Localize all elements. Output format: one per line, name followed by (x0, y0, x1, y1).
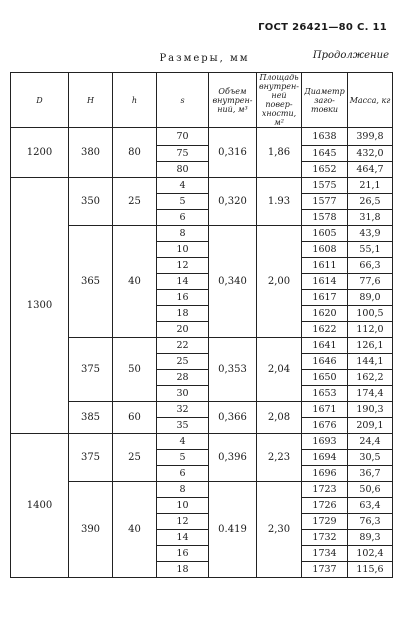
cell-s: 12 (157, 514, 209, 530)
cell-mass: 36,7 (348, 466, 393, 482)
cell-h-lower: 25 (113, 178, 157, 226)
cell-s: 18 (157, 306, 209, 322)
cell-s: 5 (157, 194, 209, 210)
cell-s: 20 (157, 322, 209, 338)
cell-s: 18 (157, 562, 209, 578)
table-row (11, 178, 393, 194)
table-caption: Размеры, мм (159, 53, 250, 64)
cell-diameter: 1676 (302, 418, 348, 434)
col-header: Масса, кг (348, 73, 393, 128)
cell-diameter: 1578 (302, 210, 348, 226)
cell-volume: 0,316 (209, 128, 257, 178)
cell-h-upper: 385 (69, 402, 113, 434)
cell-diameter: 1620 (302, 306, 348, 322)
cell-mass: 89,0 (348, 290, 393, 306)
cell-volume: 0.419 (209, 482, 257, 578)
cell-s: 6 (157, 210, 209, 226)
cell-diameter: 1693 (302, 434, 348, 450)
cell-mass: 26,5 (348, 194, 393, 210)
cell-mass: 115,6 (348, 562, 393, 578)
col-header: h (113, 73, 157, 128)
cell-s: 12 (157, 258, 209, 274)
col-header: Диаметр заго-товки (302, 73, 348, 128)
cell-area: 2,08 (257, 402, 302, 434)
cell-diameter: 1577 (302, 194, 348, 210)
table-row (11, 434, 393, 450)
cell-diameter: 1726 (302, 498, 348, 514)
col-header: H (69, 73, 113, 128)
col-header: Объем внутрен-ний, м³ (209, 73, 257, 128)
dimensions-table (10, 72, 393, 578)
cell-volume: 0,353 (209, 338, 257, 402)
cell-s: 14 (157, 530, 209, 546)
cell-diameter: 1622 (302, 322, 348, 338)
cell-diameter: 1608 (302, 242, 348, 258)
cell-diameter: 1617 (302, 290, 348, 306)
table-row (11, 338, 393, 354)
cell-diameter: 1696 (302, 466, 348, 482)
cell-s: 10 (157, 498, 209, 514)
cell-mass: 209,1 (348, 418, 393, 434)
cell-s: 16 (157, 290, 209, 306)
cell-diameter: 1734 (302, 546, 348, 562)
cell-mass: 31,8 (348, 210, 393, 226)
cell-diameter: 1646 (302, 354, 348, 370)
cell-h-upper: 380 (69, 128, 113, 178)
cell-h-upper: 390 (69, 482, 113, 578)
cell-s: 10 (157, 242, 209, 258)
cell-s: 70 (157, 128, 209, 146)
cell-h-lower: 40 (113, 482, 157, 578)
cell-s: 32 (157, 402, 209, 418)
cell-area: 2,23 (257, 434, 302, 482)
cell-h-upper: 375 (69, 434, 113, 482)
cell-mass: 112,0 (348, 322, 393, 338)
cell-diameter: 1652 (302, 162, 348, 178)
cell-mass: 50,6 (348, 482, 393, 498)
cell-diameter: 1611 (302, 258, 348, 274)
table-body (11, 128, 393, 578)
cell-h-lower: 80 (113, 128, 157, 178)
cell-mass: 100,5 (348, 306, 393, 322)
cell-mass: 77,6 (348, 274, 393, 290)
table-row (11, 226, 393, 242)
cell-mass: 76,3 (348, 514, 393, 530)
col-header: D (11, 73, 69, 128)
cell-h-upper: 365 (69, 226, 113, 338)
cell-volume: 0,320 (209, 178, 257, 226)
cell-d: 1200 (11, 128, 69, 178)
col-header: s (157, 73, 209, 128)
cell-mass: 464,7 (348, 162, 393, 178)
col-header: Площадь внутрен-ней повер-хности, м² (257, 73, 302, 128)
cell-diameter: 1575 (302, 178, 348, 194)
cell-diameter: 1694 (302, 450, 348, 466)
table-row (11, 482, 393, 498)
cell-area: 1.93 (257, 178, 302, 226)
cell-s: 35 (157, 418, 209, 434)
cell-mass: 190,3 (348, 402, 393, 418)
cell-diameter: 1605 (302, 226, 348, 242)
cell-diameter: 1671 (302, 402, 348, 418)
cell-h-lower: 40 (113, 226, 157, 338)
cell-h-lower: 25 (113, 434, 157, 482)
cell-s: 80 (157, 162, 209, 178)
cell-s: 25 (157, 354, 209, 370)
cell-mass: 102,4 (348, 546, 393, 562)
cell-mass: 30,5 (348, 450, 393, 466)
cell-mass: 126,1 (348, 338, 393, 354)
cell-diameter: 1614 (302, 274, 348, 290)
cell-mass: 144,1 (348, 354, 393, 370)
cell-mass: 55,1 (348, 242, 393, 258)
cell-s: 14 (157, 274, 209, 290)
cell-s: 4 (157, 178, 209, 194)
cell-d: 1400 (11, 434, 69, 578)
cell-volume: 0,366 (209, 402, 257, 434)
table-row (11, 402, 393, 418)
cell-d: 1300 (11, 178, 69, 434)
cell-diameter: 1641 (302, 338, 348, 354)
cell-s: 4 (157, 434, 209, 450)
cell-mass: 399,8 (348, 128, 393, 146)
page-header: ГОСТ 26421—80 С. 11 (258, 22, 387, 33)
cell-area: 2,04 (257, 338, 302, 402)
cell-area: 1,86 (257, 128, 302, 178)
cell-s: 16 (157, 546, 209, 562)
cell-s: 6 (157, 466, 209, 482)
cell-mass: 89,3 (348, 530, 393, 546)
cell-diameter: 1638 (302, 128, 348, 146)
cell-diameter: 1645 (302, 146, 348, 162)
cell-diameter: 1650 (302, 370, 348, 386)
cell-s: 30 (157, 386, 209, 402)
cell-diameter: 1729 (302, 514, 348, 530)
cell-h-upper: 375 (69, 338, 113, 402)
table-row (11, 128, 393, 146)
cell-area: 2,00 (257, 226, 302, 338)
cell-s: 22 (157, 338, 209, 354)
cell-mass: 63,4 (348, 498, 393, 514)
cell-mass: 174,4 (348, 386, 393, 402)
cell-h-upper: 350 (69, 178, 113, 226)
cell-area: 2,30 (257, 482, 302, 578)
cell-diameter: 1732 (302, 530, 348, 546)
cell-volume: 0,396 (209, 434, 257, 482)
cell-mass: 24,4 (348, 434, 393, 450)
header-row (11, 73, 393, 128)
continuation-label: Продолжение (312, 50, 389, 61)
cell-s: 28 (157, 370, 209, 386)
cell-s: 8 (157, 482, 209, 498)
cell-mass: 43,9 (348, 226, 393, 242)
cell-s: 8 (157, 226, 209, 242)
cell-volume: 0,340 (209, 226, 257, 338)
cell-diameter: 1653 (302, 386, 348, 402)
cell-h-lower: 50 (113, 338, 157, 402)
cell-diameter: 1737 (302, 562, 348, 578)
cell-mass: 21,1 (348, 178, 393, 194)
cell-h-lower: 60 (113, 402, 157, 434)
cell-mass: 432,0 (348, 146, 393, 162)
cell-s: 75 (157, 146, 209, 162)
cell-diameter: 1723 (302, 482, 348, 498)
cell-mass: 66,3 (348, 258, 393, 274)
cell-mass: 162,2 (348, 370, 393, 386)
cell-s: 5 (157, 450, 209, 466)
